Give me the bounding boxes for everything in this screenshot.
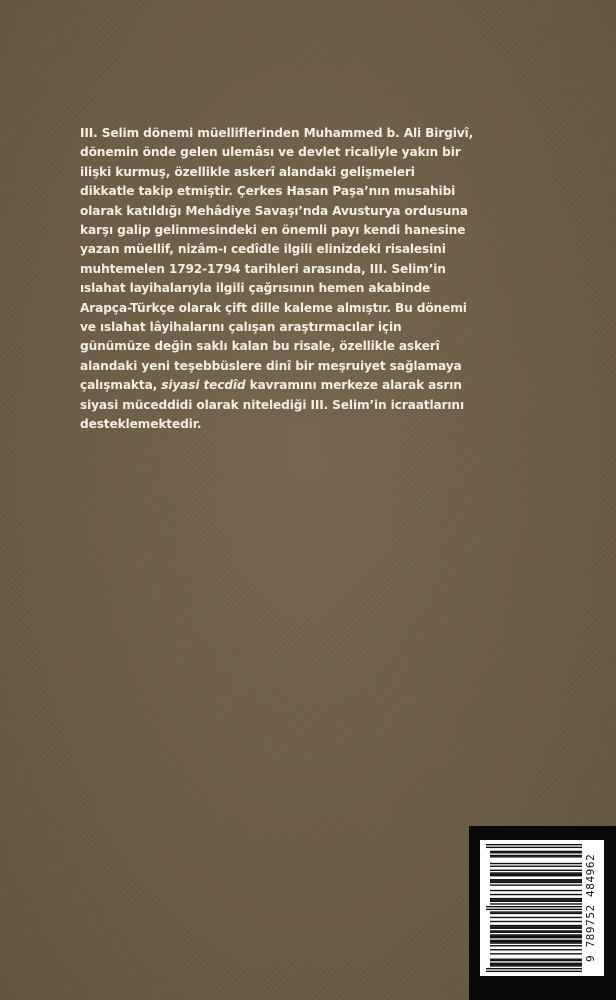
barcode-digits: 9 789752 484962 (584, 853, 597, 963)
barcode-bar (490, 866, 582, 867)
barcode-bar (490, 863, 582, 864)
blurb-line: dönemin önde gelen ulemâsı ve devlet ricaliyle yakın bir (80, 145, 461, 160)
barcode-bar (490, 884, 582, 885)
blurb-line: olarak katıldığı Mehâdiye Savaşı’nda Avusturya ordusuna (80, 203, 468, 218)
blurb-paragraph (80, 124, 550, 435)
barcode-bar (490, 945, 582, 946)
barcode-bar (490, 965, 582, 966)
blurb-line: ilişki kurmuş, özellikle askerî alandaki gelişmeleri (80, 164, 415, 179)
blurb-line: yazan müellif, nizâm-ı cedîdle ilgili elinizdeki risalesini (80, 242, 446, 257)
barcode-bar (490, 890, 582, 891)
blurb-italic-term: siyasi tecdîd (161, 378, 246, 393)
barcode-bar (490, 913, 582, 914)
barcode-bar (490, 926, 582, 927)
blurb-line: siyasi müceddidi olarak nitelediği III. Selim’in icraatlarını (80, 397, 464, 412)
barcode-bar (490, 937, 582, 938)
barcode-bar (490, 928, 582, 929)
barcode-bar (490, 963, 582, 964)
barcode-bar (490, 903, 582, 904)
barcode-guard-bar (486, 847, 582, 848)
barcode-bar (490, 870, 582, 871)
blurb-line: günümüze değin saklı kalan bu risale, özellikle askerî (80, 339, 440, 354)
barcode-bar (490, 856, 582, 857)
blurb-text: çalışmakta, (80, 378, 158, 393)
barcode-guard-bar (486, 844, 582, 845)
blurb-line: alandaki yeni teşebbüslere dinî bir meşruiyet sağlamaya (80, 358, 462, 373)
barcode-bar (490, 949, 582, 950)
barcode-bar (490, 930, 582, 931)
barcode-bar (490, 960, 582, 961)
barcode-guard-bar (486, 909, 582, 910)
barcode-bar (490, 921, 582, 922)
barcode-bar (490, 898, 582, 899)
barcode-bar (490, 880, 582, 881)
barcode-bar (490, 940, 582, 941)
barcode-bar (490, 936, 582, 937)
barcode-bar (490, 872, 582, 873)
barcode-guard-bar (486, 906, 582, 907)
blurb-line: dikkatle takip etmiştir. Çerkes Hasan Paşa’nın musahibi (80, 184, 456, 199)
barcode-bar (490, 917, 582, 918)
barcode-bar (490, 942, 582, 943)
barcode-bar (490, 941, 582, 942)
barcode-bar (490, 874, 582, 875)
blurb-line: karşı galip gelinmesindeki en önemli payı kendi hanesine (80, 223, 466, 238)
barcode-bar (490, 875, 582, 876)
barcode-guard-bar (486, 968, 582, 969)
blurb-text: kavramını merkeze alarak asrın (249, 378, 462, 393)
barcode-bar (490, 959, 582, 960)
blurb-line (80, 376, 550, 395)
barcode-bar (490, 882, 582, 883)
blurb-line: III. Selim dönemi müelliflerinden Muhammed b. Ali Birgivî, (80, 126, 474, 140)
blurb-line: ve ıslahat lâyihalarını çalışan araştırmacılar için (80, 320, 402, 335)
barcode-bar (490, 851, 582, 852)
blurb-line: desteklemektedir. (80, 417, 202, 432)
barcode-bar (490, 911, 582, 912)
blurb-line: Arapça-Türkçe olarak çift dille kaleme almıştır. Bu dönemi (80, 300, 467, 315)
barcode-bar (490, 934, 582, 935)
blurb-line: ıslahat layihalarıyla ilgili çağrısının hemen akabinde (80, 281, 431, 296)
barcode-bar (490, 932, 582, 933)
barcode-bar (490, 953, 582, 954)
barcode-bar (490, 925, 582, 926)
barcode-bar (490, 964, 582, 965)
barcode-bar (490, 852, 582, 853)
barcode-bar (490, 855, 582, 856)
barcode-bar (490, 894, 582, 895)
blurb-line: muhtemelen 1792-1794 tarihleri arasında, III. Selim’in (80, 261, 446, 276)
barcode-bar (490, 879, 582, 880)
barcode-guard-bar (486, 971, 582, 972)
barcode-bar (490, 901, 582, 902)
barcode-bar (490, 899, 582, 900)
